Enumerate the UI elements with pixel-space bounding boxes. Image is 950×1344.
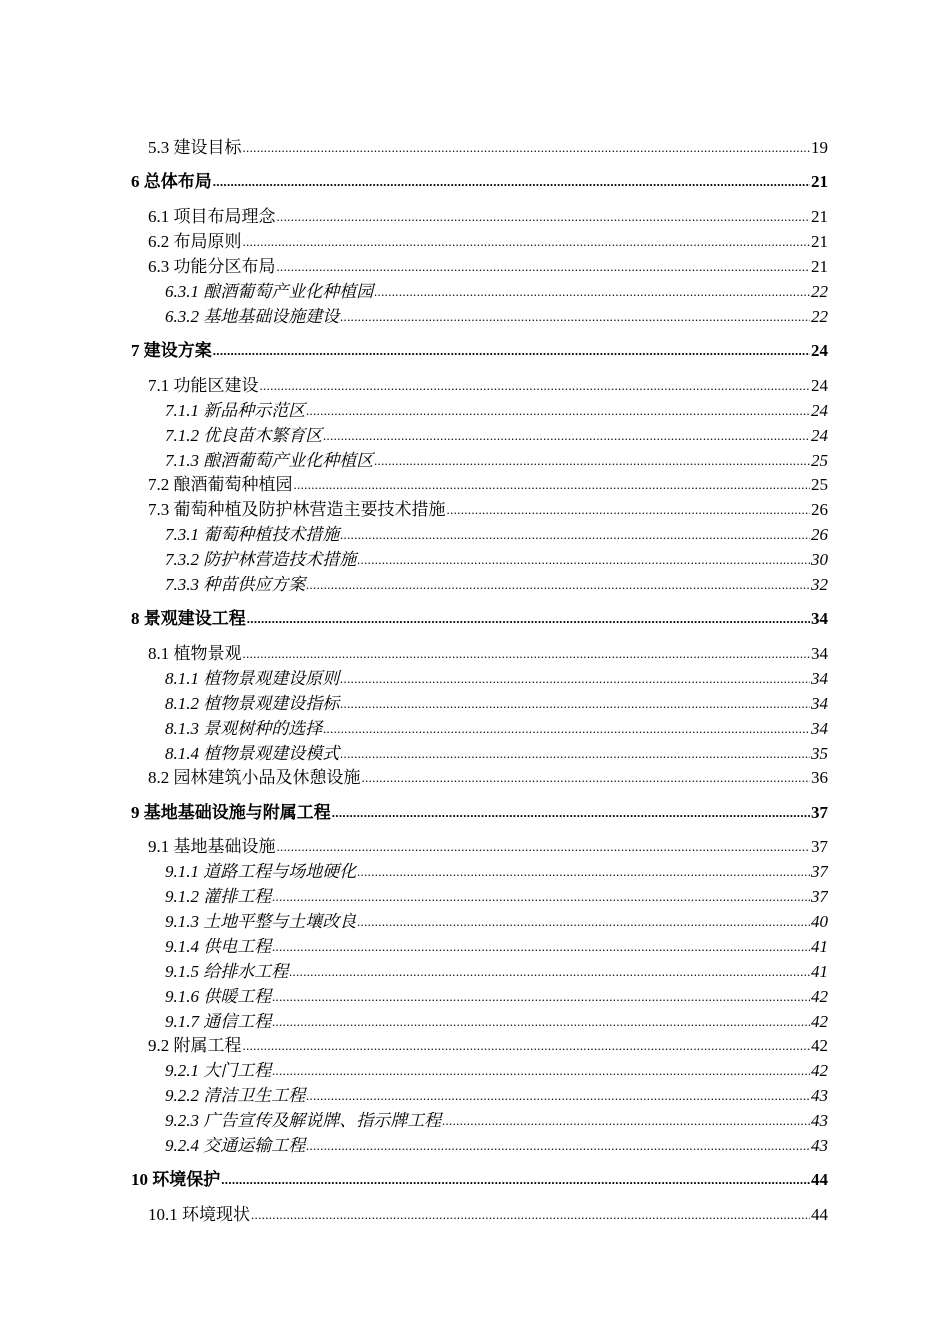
toc-subentry-title: 8.1.1 植物景观建设原则 [165, 669, 340, 688]
toc-entry-page: 25 [811, 475, 828, 494]
toc-subentry-page: 22 [811, 282, 828, 301]
toc-subentry[interactable] [165, 1057, 828, 1081]
toc-entry-page: 24 [811, 376, 828, 395]
dot-leader [340, 670, 810, 688]
toc-entry[interactable] [148, 640, 828, 664]
toc-chapter[interactable] [131, 168, 828, 192]
dot-leader [357, 551, 810, 569]
dot-leader [357, 913, 810, 931]
toc-chapter-title: 10 环境保护 [131, 1170, 221, 1189]
dot-leader [306, 1087, 810, 1105]
dot-leader [243, 139, 811, 157]
toc-subentry-title: 9.1.7 通信工程 [165, 1012, 272, 1031]
toc-entry[interactable] [148, 764, 828, 788]
toc-subentry[interactable] [165, 740, 828, 764]
toc-chapter-page: 21 [811, 172, 828, 191]
toc-subentry-title: 7.3.1 葡萄种植技术措施 [165, 525, 340, 544]
toc-entry[interactable] [148, 372, 828, 396]
toc-subentry-page: 34 [811, 719, 828, 738]
toc-subentry[interactable] [165, 1132, 828, 1156]
toc-subentry[interactable] [165, 908, 828, 932]
toc-subentry[interactable] [165, 1008, 828, 1032]
toc-chapter-page: 34 [811, 609, 828, 628]
dot-leader [323, 427, 810, 445]
dot-leader [340, 308, 810, 326]
toc-entry[interactable] [148, 228, 828, 252]
dot-leader [294, 476, 811, 494]
toc-subentry-title: 9.1.4 供电工程 [165, 937, 272, 956]
toc-entry[interactable] [148, 1201, 828, 1225]
toc-entry[interactable] [148, 496, 828, 520]
toc-subentry-page: 43 [811, 1086, 828, 1105]
toc-chapter-title: 8 景观建设工程 [131, 609, 246, 628]
toc-subentry[interactable] [165, 958, 828, 982]
toc-chapter[interactable] [131, 337, 828, 361]
toc-entry-page: 36 [811, 768, 828, 787]
toc-subentry-page: 41 [811, 962, 828, 981]
dot-leader [260, 377, 811, 395]
toc-subentry[interactable] [165, 447, 828, 471]
toc-subentry[interactable] [165, 397, 828, 421]
toc-chapter-title: 9 基地基础设施与附属工程 [131, 803, 331, 822]
toc-subentry-page: 26 [811, 525, 828, 544]
dot-leader [357, 863, 810, 881]
toc-entry[interactable] [148, 134, 828, 158]
toc-subentry[interactable] [165, 983, 828, 1007]
toc-subentry-page: 41 [811, 937, 828, 956]
toc-subentry-page: 42 [811, 1012, 828, 1031]
toc-chapter-page: 24 [811, 341, 828, 360]
dot-leader [323, 720, 810, 738]
toc-subentry-title: 9.1.3 土地平整与土壤改良 [165, 912, 357, 931]
toc-subentry-title: 9.2.4 交通运输工程 [165, 1136, 306, 1155]
toc-subentry[interactable] [165, 715, 828, 739]
toc-subentry-page: 43 [811, 1111, 828, 1130]
toc-entry-title: 5.3 建设目标 [148, 138, 242, 157]
toc-subentry-title: 8.1.4 植物景观建设模式 [165, 744, 340, 763]
toc-entry-page: 37 [811, 837, 828, 856]
dot-leader [306, 1137, 810, 1155]
toc-subentry-page: 32 [811, 575, 828, 594]
toc-subentry[interactable] [165, 521, 828, 545]
dot-leader [332, 804, 810, 822]
toc-subentry[interactable] [165, 546, 828, 570]
toc-entry-page: 21 [811, 257, 828, 276]
dot-leader [306, 576, 810, 594]
toc-chapter[interactable] [131, 799, 828, 823]
dot-leader [362, 769, 811, 787]
toc-subentry-title: 7.3.2 防护林营造技术措施 [165, 550, 357, 569]
toc-subentry-title: 9.1.6 供暖工程 [165, 987, 272, 1006]
dot-leader [243, 645, 811, 663]
toc-chapter-title: 7 建设方案 [131, 341, 212, 360]
dot-leader [221, 1171, 810, 1189]
toc-subentry-page: 24 [811, 401, 828, 420]
toc-entry-title: 6.1 项目布局理念 [148, 207, 276, 226]
toc-subentry-title: 9.2.1 大门工程 [165, 1061, 272, 1080]
dot-leader [340, 526, 810, 544]
toc-chapter[interactable] [131, 1166, 828, 1190]
toc-subentry-title: 7.1.2 优良苗木繁育区 [165, 426, 323, 445]
dot-leader [340, 745, 810, 763]
dot-leader [340, 695, 810, 713]
toc-subentry-page: 37 [811, 887, 828, 906]
toc-entry-title: 8.1 植物景观 [148, 644, 242, 663]
toc-subentry[interactable] [165, 933, 828, 957]
dot-leader [272, 988, 810, 1006]
toc-subentry[interactable] [165, 422, 828, 446]
toc-chapter-page: 37 [811, 803, 828, 822]
dot-leader [272, 888, 810, 906]
dot-leader [247, 610, 810, 628]
dot-leader [277, 208, 811, 226]
toc-entry-title: 9.1 基地基础设施 [148, 837, 276, 856]
toc-entry-page: 44 [811, 1205, 828, 1224]
toc-subentry-title: 9.2.2 清洁卫生工程 [165, 1086, 306, 1105]
toc-entry-title: 8.2 园林建筑小品及休憩设施 [148, 768, 361, 787]
toc-entry[interactable] [148, 471, 828, 495]
toc-subentry-page: 30 [811, 550, 828, 569]
dot-leader [251, 1206, 810, 1224]
dot-leader [272, 938, 810, 956]
toc-subentry-page: 40 [811, 912, 828, 931]
toc-subentry[interactable] [165, 1082, 828, 1106]
toc-subentry-page: 42 [811, 987, 828, 1006]
toc-subentry-title: 7.3.3 种苗供应方案 [165, 575, 306, 594]
dot-leader [289, 963, 810, 981]
toc-chapter-title: 6 总体布局 [131, 172, 212, 191]
toc-subentry-title: 9.2.3 广告宣传及解说牌、指示牌工程 [165, 1111, 442, 1130]
toc-subentry-title: 8.1.2 植物景观建设指标 [165, 694, 340, 713]
dot-leader [213, 173, 810, 191]
toc-entry-title: 7.1 功能区建设 [148, 376, 259, 395]
dot-leader [447, 501, 811, 519]
toc-subentry-title: 9.1.1 道路工程与场地硬化 [165, 862, 357, 881]
toc-entry-page: 21 [811, 232, 828, 251]
toc-subentry[interactable] [165, 858, 828, 882]
toc-subentry-page: 35 [811, 744, 828, 763]
dot-leader [306, 402, 810, 420]
dot-leader [272, 1062, 810, 1080]
toc-subentry-title: 6.3.2 基地基础设施建设 [165, 307, 340, 326]
toc-subentry-page: 42 [811, 1061, 828, 1080]
dot-leader [243, 1037, 811, 1055]
toc-subentry-page: 43 [811, 1136, 828, 1155]
toc-subentry[interactable] [165, 571, 828, 595]
toc-subentry-title: 6.3.1 酿酒葡萄产业化种植园 [165, 282, 374, 301]
toc-entry[interactable] [148, 203, 828, 227]
dot-leader [213, 342, 810, 360]
toc-subentry[interactable] [165, 883, 828, 907]
dot-leader [442, 1112, 810, 1130]
toc-entry-title: 7.2 酿酒葡萄种植园 [148, 475, 293, 494]
toc-entry-page: 34 [811, 644, 828, 663]
toc-entry-page: 42 [811, 1036, 828, 1055]
toc-subentry-page: 22 [811, 307, 828, 326]
toc-entry-page: 26 [811, 500, 828, 519]
dot-leader [272, 1013, 810, 1031]
dot-leader [277, 258, 811, 276]
toc-entry-title: 6.2 布局原则 [148, 232, 242, 251]
toc-entry[interactable] [148, 833, 828, 857]
dot-leader [374, 283, 810, 301]
toc-subentry-title: 8.1.3 景观树种的选择 [165, 719, 323, 738]
toc-subentry[interactable] [165, 1107, 828, 1131]
toc-subentry-title: 7.1.1 新品种示范区 [165, 401, 306, 420]
toc-subentry[interactable] [165, 303, 828, 327]
toc-entry[interactable] [148, 253, 828, 277]
toc-entry-title: 7.3 葡萄种植及防护林营造主要技术措施 [148, 500, 446, 519]
toc-chapter-page: 44 [811, 1170, 828, 1189]
toc-subentry[interactable] [165, 665, 828, 689]
toc-subentry-page: 34 [811, 694, 828, 713]
dot-leader [374, 452, 810, 470]
toc-subentry-page: 34 [811, 669, 828, 688]
toc-subentry-title: 7.1.3 酿酒葡萄产业化种植区 [165, 451, 374, 470]
toc-subentry[interactable] [165, 690, 828, 714]
toc-chapter[interactable] [131, 605, 828, 629]
toc-entry-page: 21 [811, 207, 828, 226]
toc-subentry-title: 9.1.2 灌排工程 [165, 887, 272, 906]
toc-entry-title: 9.2 附属工程 [148, 1036, 242, 1055]
toc-subentry-page: 37 [811, 862, 828, 881]
toc-entry[interactable] [148, 1032, 828, 1056]
toc-entry-title: 6.3 功能分区布局 [148, 257, 276, 276]
toc-subentry-page: 24 [811, 426, 828, 445]
toc-subentry-page: 25 [811, 451, 828, 470]
toc-subentry[interactable] [165, 278, 828, 302]
toc-entry-title: 10.1 环境现状 [148, 1205, 250, 1224]
toc-subentry-title: 9.1.5 给排水工程 [165, 962, 289, 981]
toc-entry-page: 19 [811, 138, 828, 157]
dot-leader [277, 838, 811, 856]
dot-leader [243, 233, 811, 251]
